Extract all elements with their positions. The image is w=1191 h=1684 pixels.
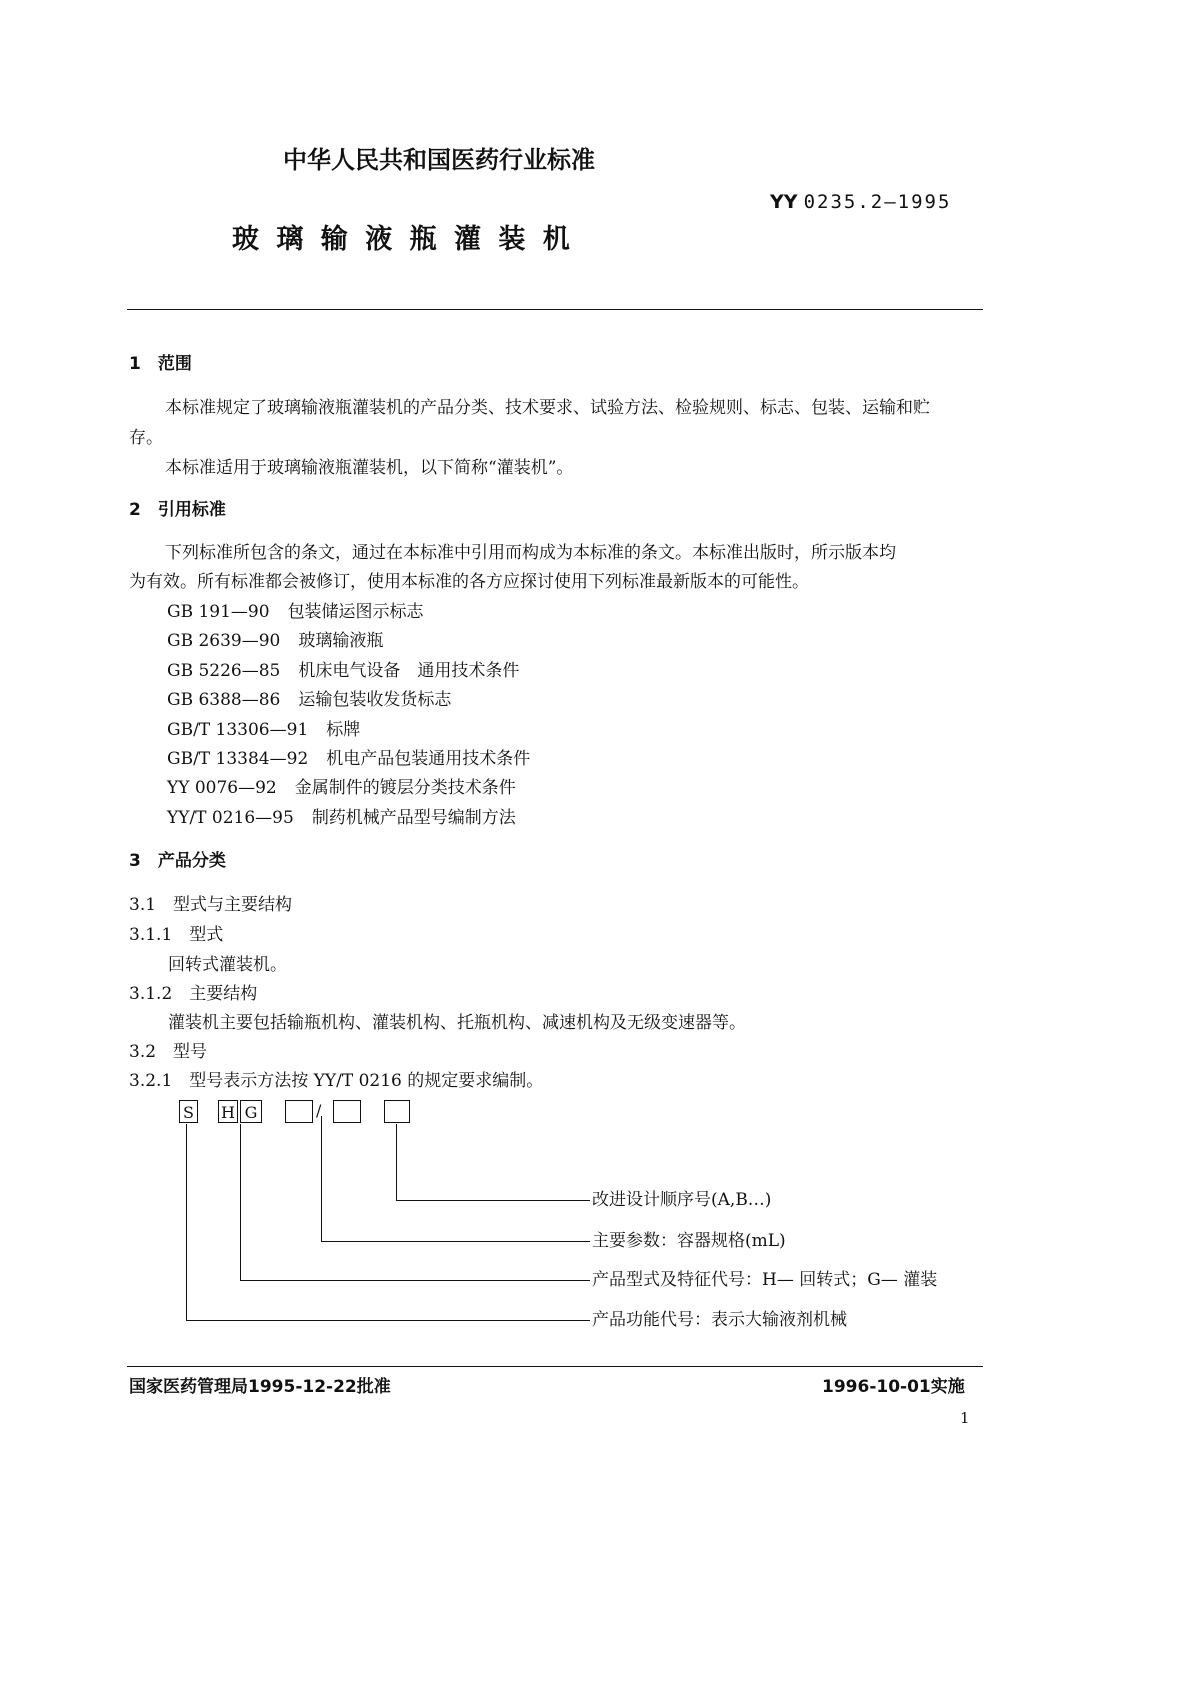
- leader-line: [396, 1124, 397, 1201]
- reference-item: [167, 780, 516, 797]
- section-1-para-1-cont: 存。: [129, 428, 163, 448]
- reference-code: YY/T 0216—95: [167, 807, 294, 828]
- section-3-heading: 3 产品分类: [129, 851, 226, 871]
- reference-name: 机电产品包装通用技术条件: [326, 749, 531, 769]
- reference-code: GB 191—90: [167, 602, 270, 622]
- issuing-organization: 中华人民共和国医药行业标准: [283, 146, 595, 174]
- section-3-2-1-heading: 3.2.1 型号表示方法按 YY/T 0216 的规定要求编制。: [129, 1071, 544, 1091]
- reference-name: 包装储运图示标志: [287, 602, 424, 622]
- reference-name: 玻璃输液瓶: [298, 631, 384, 652]
- section-2-heading: 2 引用标准: [129, 500, 226, 520]
- reference-item: [167, 807, 516, 828]
- code-box-g: G: [240, 1100, 262, 1123]
- section-3-1-heading: 3.1 型式与主要结构: [129, 895, 293, 915]
- standard-code-number: 0235.2—1995: [803, 191, 952, 213]
- reference-name: 制药机械产品型号编制方法: [311, 807, 516, 828]
- reference-item: [167, 719, 361, 740]
- leader-line: [396, 1200, 590, 1201]
- section-1-para-2: 本标准适用于玻璃输液瓶灌装机，以下简称“灌装机”。: [165, 458, 574, 478]
- effective-date: 1996-10-01实施: [822, 1377, 965, 1397]
- code-box-param-2: [333, 1100, 361, 1123]
- section-3-1-2-heading: 3.1.2 主要结构: [129, 984, 258, 1004]
- reference-item: [167, 604, 424, 621]
- section-2-para-cont: 为有效。所有标准都会被修订，使用本标准的各方应探讨使用下列标准最新版本的可能性。: [129, 572, 809, 592]
- reference-name: 机床电气设备 通用技术条件: [298, 660, 520, 681]
- reference-code: GB 2639—90: [167, 631, 281, 652]
- footer-rule: [127, 1366, 983, 1367]
- reference-name: 标牌: [326, 719, 361, 740]
- reference-item: [167, 660, 520, 681]
- reference-name: 金属制件的镀层分类技术条件: [294, 778, 516, 799]
- approval-text: 国家医药管理局1995-12-22批准: [129, 1377, 391, 1397]
- leader-line: [186, 1124, 187, 1321]
- leader-line: [321, 1241, 590, 1242]
- code-slash: /: [316, 1101, 322, 1120]
- label-type-code: 产品型式及特征代号：H— 回转式；G— 灌装: [592, 1270, 938, 1290]
- section-1-heading: 1 范围: [129, 354, 192, 374]
- reference-item: [167, 633, 383, 650]
- reference-code: GB 5226—85: [167, 660, 281, 681]
- label-main-param: 主要参数：容器规格(mL): [592, 1231, 786, 1251]
- header-rule: [127, 309, 983, 310]
- reference-item: [167, 692, 451, 709]
- leader-line: [321, 1116, 322, 1242]
- section-2-para: 下列标准所包含的条文，通过在本标准中引用而构成为本标准的条文。本标准出版时，所示版本均: [165, 543, 896, 563]
- leader-line: [186, 1320, 590, 1321]
- reference-item: [167, 751, 530, 768]
- code-box-revision: [384, 1100, 410, 1123]
- standard-code-prefix: YY: [770, 191, 798, 213]
- code-box-s: S: [179, 1100, 198, 1123]
- section-3-1-1-heading: 3.1.1 型式: [129, 925, 224, 945]
- leader-line: [240, 1124, 241, 1281]
- reference-code: YY 0076—92: [167, 778, 277, 799]
- section-3-1-2-text: 灌装机主要包括输瓶机构、灌装机构、托瓶机构、减速机构及无级变速器等。: [168, 1013, 746, 1033]
- reference-code: GB/T 13384—92: [167, 749, 309, 769]
- leader-line: [240, 1280, 590, 1281]
- section-3-1-1-text: 回转式灌装机。: [168, 955, 287, 975]
- section-1-para-1: 本标准规定了玻璃输液瓶灌装机的产品分类、技术要求、试验方法、检验规则、标志、包装、运输和贮: [165, 398, 930, 418]
- label-revision: 改进设计顺序号(A,B…): [592, 1190, 772, 1210]
- page-number: 1: [960, 1409, 970, 1427]
- label-function-code: 产品功能代号：表示大输液剂机械: [592, 1310, 847, 1330]
- reference-name: 运输包装收发货标志: [298, 690, 452, 711]
- document-title: 玻 璃 输 液 瓶 灌 装 机: [232, 224, 570, 255]
- section-3-2-heading: 3.2 型号: [129, 1042, 208, 1062]
- reference-code: GB 6388—86: [167, 690, 281, 711]
- code-box-param-1: [285, 1100, 313, 1123]
- code-box-h: H: [218, 1100, 238, 1123]
- reference-code: GB/T 13306—91: [167, 719, 309, 740]
- standard-code: [770, 193, 951, 212]
